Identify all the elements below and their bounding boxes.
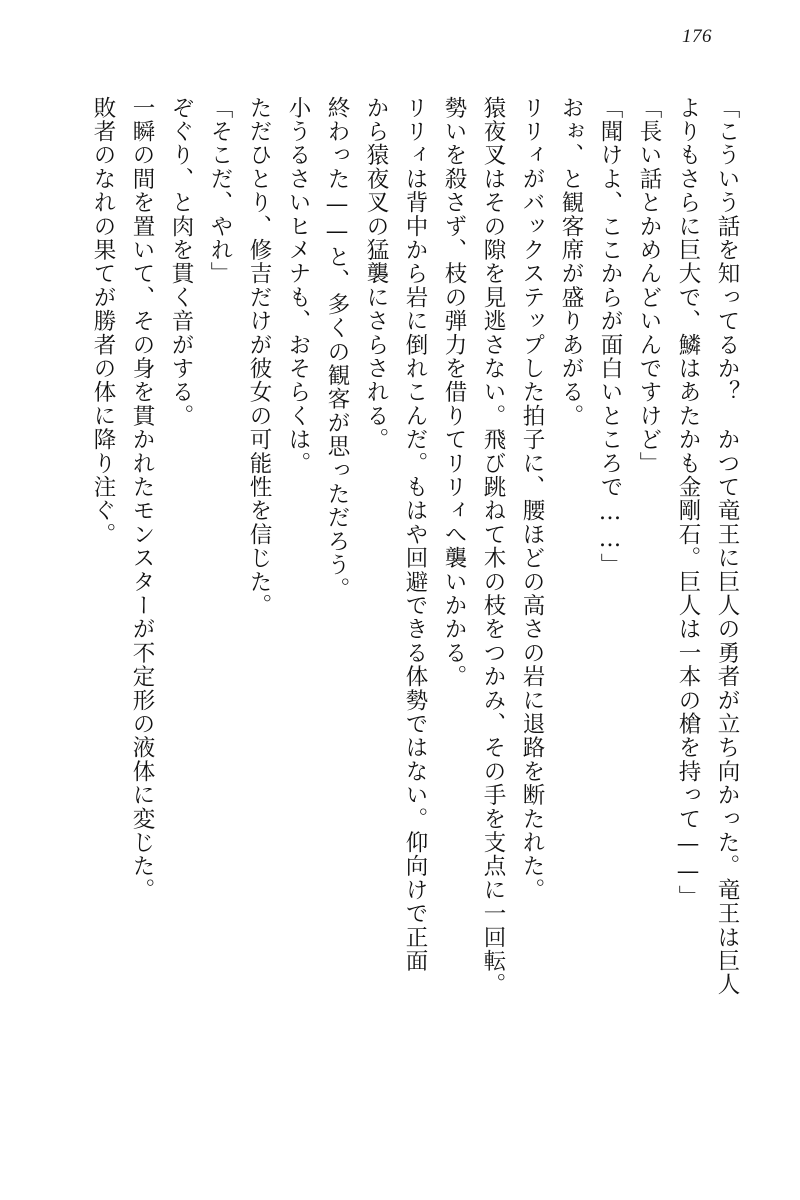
text-column: 「聞けよ、ここからが面白いところで……」 [597,96,623,577]
vertical-text-block [56,96,738,1136]
text-column: 「こういう話を知ってるか？ かつて竜王に巨人の勇者が立ち向かった。竜王は巨人 [714,96,740,997]
text-column: 敗者のなれの果てが勝者の体に降り注ぐ。 [90,96,116,547]
text-column: よりもさらに巨大で、鱗はあたかも金剛石。巨人は一本の槍を持って——」 [675,96,701,909]
text-column: リリィは背中から岩に倒れこんだ。もはや回避できる体勢ではない。仰向けで正面 [402,96,428,973]
text-column: 一瞬の間を置いて、その身を貫かれたモンスターが不定形の液体に変じた。 [129,96,155,902]
text-column: ただひとり、修吉だけが彼女の可能性を信じた。 [246,96,272,618]
text-column: おぉ、と観客席が盛りあがる。 [558,96,584,428]
text-column: 猿夜叉はその隙を見逃さない。飛び跳ねて木の枝をつかみ、その手を支点に一回転。 [480,96,506,997]
text-column: ぞぐり、と肉を貫く音がする。 [168,96,194,428]
page-number: 176 [682,26,712,47]
text-column: 「そこだ、やれ」 [207,96,233,286]
text-column: 小うるさいヒメナも、おそらくは。 [285,96,311,476]
text-column: から猿夜叉の猛襲にさらされる。 [363,96,389,452]
text-column: 「長い話とかめんどいんですけど」 [636,96,662,476]
text-column: 勢いを殺さず、枝の弾力を借りてリリィへ襲いかかる。 [441,96,467,689]
text-column: 終わった——と、多くの観客が思っただろう。 [324,96,350,601]
text-column: リリィがバックステップした拍子に、腰ほどの高さの岩に退路を断たれた。 [519,96,545,902]
